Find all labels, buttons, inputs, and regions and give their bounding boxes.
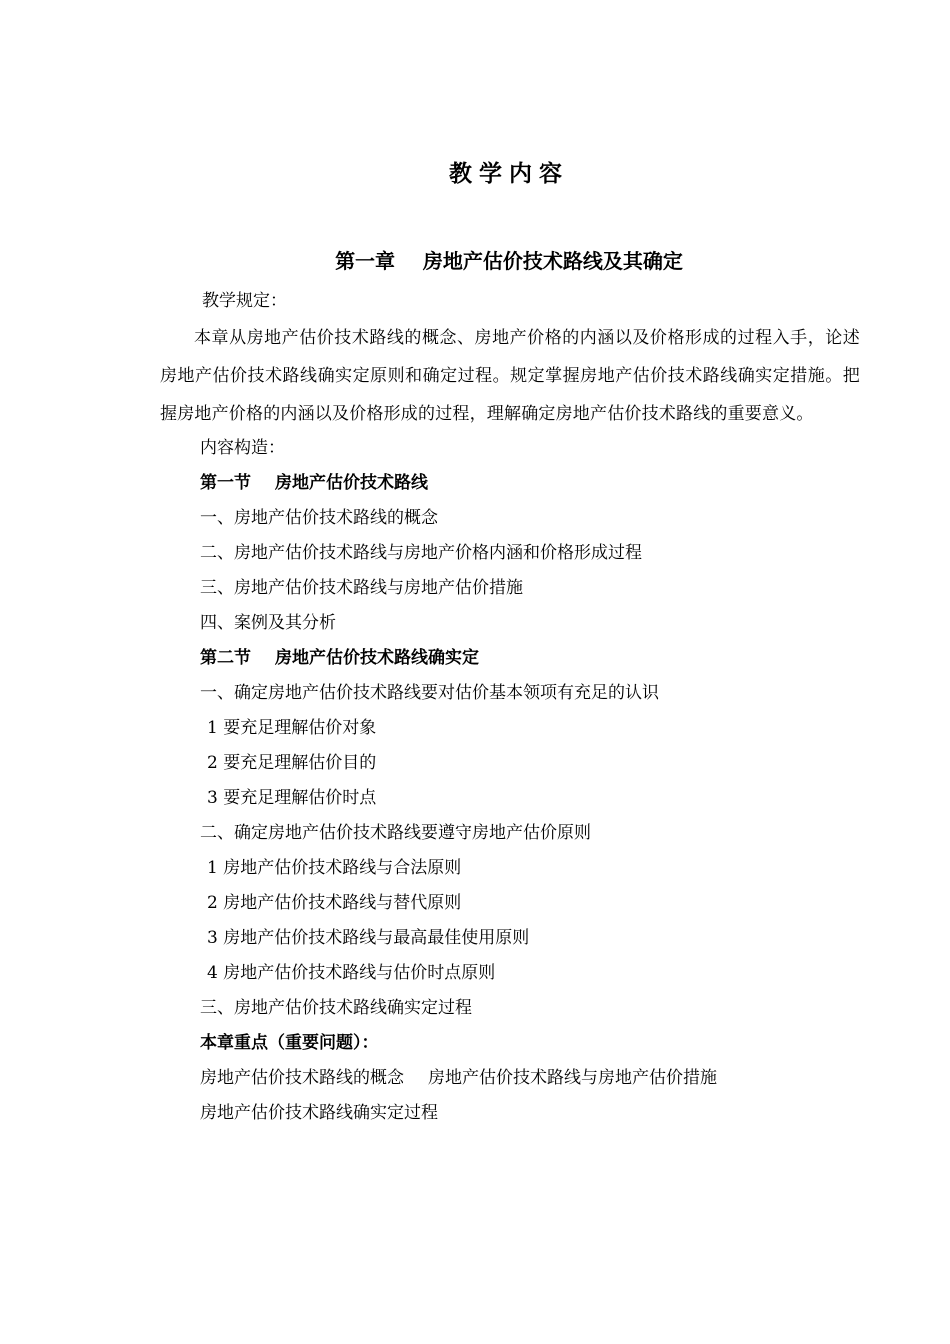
list-item: 三、房地产估价技术路线与房地产估价措施 (200, 578, 523, 598)
section-2-heading (160, 641, 860, 676)
content-structure-label: 内容构造： (200, 438, 285, 458)
list-item: 二、确定房地产估价技术路线要遵守房地产估价原则 (200, 823, 591, 843)
section-2-number: 第二节 (200, 648, 251, 668)
list-item: 一、确定房地产估价技术路线要对估价基本领项有充足的认识 (200, 683, 659, 703)
sub-list-item: 1 房地产估价技术路线与合法原则 (207, 858, 462, 878)
teaching-requirements-label: 教学规定： (202, 291, 287, 311)
chapter-title: 第一章 房地产估价技术路线及其确定 (335, 249, 683, 273)
document-title: 教学内容 (449, 161, 569, 187)
key-point-1: 房地产估价技术路线的概念 (200, 1068, 404, 1088)
list-item: 二、房地产估价技术路线与房地产价格内涵和价格形成过程 (200, 543, 642, 563)
list-item: 四、案例及其分析 (200, 613, 336, 633)
key-points-line-1 (160, 1061, 860, 1096)
document-body (160, 284, 860, 1131)
teaching-requirements-paragraph: 本章从房地产估价技术路线的概念、房地产价格的内涵以及价格形成的过程入手，论述房地产估价技术路线确实定原则和确定过程。规定掌握房地产估价技术路线确实定措施。把握房地产价格的内涵以及价格形成的过程，理解确定房地产估价技术路线的重要意义。 (160, 328, 860, 424)
list-item: 三、房地产估价技术路线确实定过程 (200, 998, 472, 1018)
sub-list-item: 2 房地产估价技术路线与替代原则 (207, 893, 462, 913)
sub-list-item: 1 要充足理解估价对象 (207, 718, 377, 738)
sub-list-item: 3 房地产估价技术路线与最高最佳使用原则 (207, 928, 530, 948)
section-1-number: 第一节 (200, 473, 251, 493)
sub-list-item: 4 房地产估价技术路线与估价时点原则 (207, 963, 496, 983)
section-1-heading (160, 466, 860, 501)
list-item: 一、房地产估价技术路线的概念 (200, 508, 438, 528)
key-points-label: 本章重点（重要问题）： (200, 1033, 379, 1053)
sub-list-item: 3 要充足理解估价时点 (207, 788, 377, 808)
key-point-3: 房地产估价技术路线确实定过程 (200, 1103, 438, 1123)
section-1-title: 房地产估价技术路线 (275, 473, 428, 493)
key-point-2: 房地产估价技术路线与房地产估价措施 (428, 1068, 717, 1088)
sub-list-item: 2 要充足理解估价目的 (207, 753, 377, 773)
section-2-title: 房地产估价技术路线确实定 (275, 648, 479, 668)
